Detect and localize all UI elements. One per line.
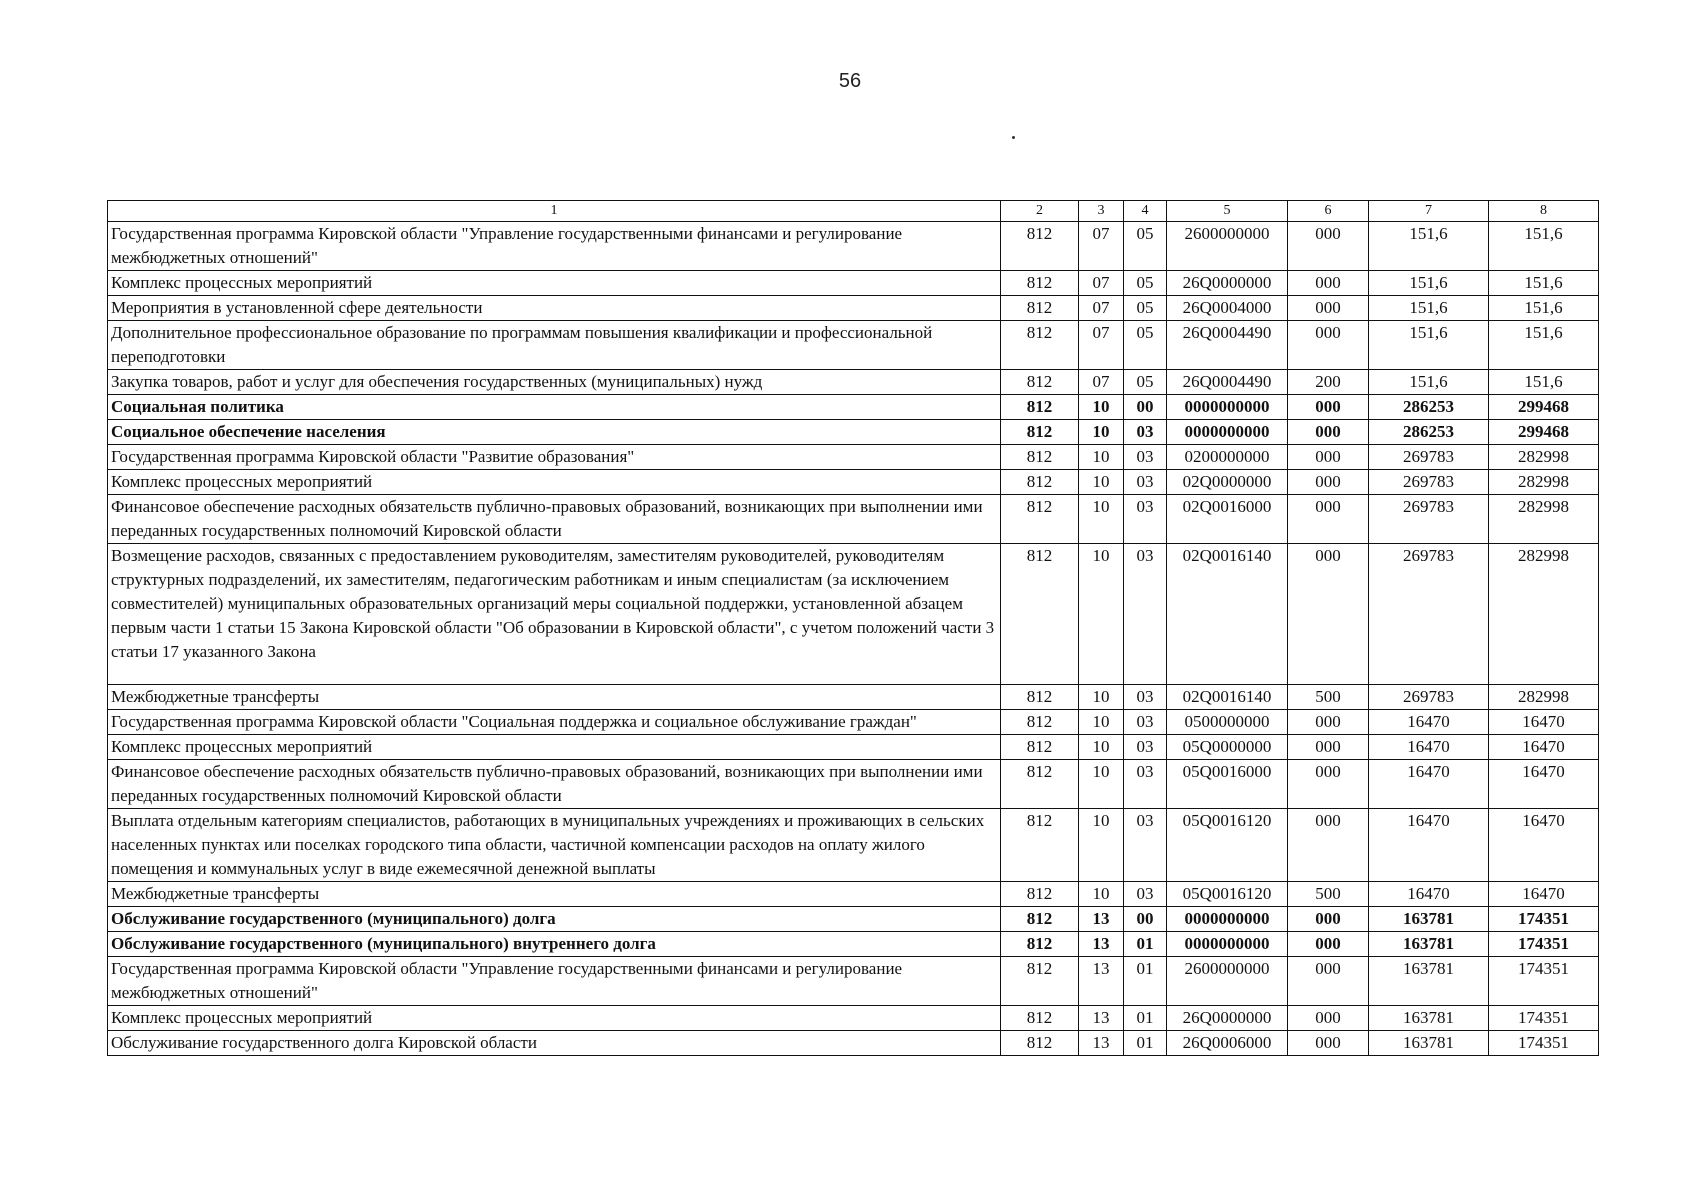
cell-amount-year2: 282998 [1489, 544, 1599, 685]
table-row [108, 809, 1599, 882]
cell-amount-year1: 286253 [1369, 420, 1489, 445]
cell-subsection: 03 [1124, 470, 1167, 495]
row-name: Мероприятия в установленной сфере деятельности [108, 296, 1001, 321]
cell-amount-year2: 151,6 [1489, 296, 1599, 321]
cell-amount-year2: 282998 [1489, 685, 1599, 710]
table-row [108, 685, 1599, 710]
row-name: Обслуживание государственного (муниципального) внутреннего долга [108, 932, 1001, 957]
cell-code-ministry: 812 [1001, 907, 1079, 932]
cell-section: 13 [1079, 907, 1124, 932]
cell-code-ministry: 812 [1001, 470, 1079, 495]
row-name: Государственная программа Кировской области "Управление государственными финансами и регулирование межбюджетных отношений" [108, 222, 1001, 271]
cell-amount-year1: 16470 [1369, 882, 1489, 907]
header-cell: 5 [1167, 201, 1288, 222]
cell-target-article: 0200000000 [1167, 445, 1288, 470]
table-row [108, 420, 1599, 445]
cell-subsection: 05 [1124, 296, 1167, 321]
row-name: Комплекс процессных мероприятий [108, 470, 1001, 495]
table-row [108, 882, 1599, 907]
cell-subsection: 03 [1124, 735, 1167, 760]
cell-subsection: 01 [1124, 957, 1167, 1006]
page-number: 56 [838, 70, 862, 92]
row-name: Государственная программа Кировской области "Социальная поддержка и социальное обслуживание граждан" [108, 710, 1001, 735]
cell-amount-year1: 163781 [1369, 1031, 1489, 1056]
cell-amount-year1: 269783 [1369, 445, 1489, 470]
cell-amount-year1: 286253 [1369, 395, 1489, 420]
table-body [108, 222, 1599, 1056]
cell-section: 10 [1079, 735, 1124, 760]
cell-section: 10 [1079, 495, 1124, 544]
cell-amount-year2: 282998 [1489, 470, 1599, 495]
cell-subsection: 05 [1124, 370, 1167, 395]
cell-amount-year1: 269783 [1369, 544, 1489, 685]
cell-target-article: 0000000000 [1167, 395, 1288, 420]
row-name: Выплата отдельным категориям специалистов, работающих в муниципальных учреждениях и проживающих в сельских населенных пунктах или поселках городского типа области, частичной компенсации расходов на оплату жилого помещения и коммунальных услуг в виде ежемесячной денежной выплаты [108, 809, 1001, 882]
cell-section: 10 [1079, 710, 1124, 735]
row-name: Государственная программа Кировской области "Развитие образования" [108, 445, 1001, 470]
table-row [108, 271, 1599, 296]
table-row [108, 370, 1599, 395]
cell-expense-type: 500 [1288, 882, 1369, 907]
budget-table [107, 200, 1599, 1056]
cell-target-article: 05Q0016120 [1167, 882, 1288, 907]
header-cell: 8 [1489, 201, 1599, 222]
cell-amount-year2: 299468 [1489, 395, 1599, 420]
cell-section: 10 [1079, 544, 1124, 685]
cell-expense-type: 000 [1288, 395, 1369, 420]
cell-code-ministry: 812 [1001, 882, 1079, 907]
table-row [108, 1031, 1599, 1056]
cell-amount-year2: 282998 [1489, 495, 1599, 544]
cell-amount-year1: 151,6 [1369, 370, 1489, 395]
cell-section: 13 [1079, 1006, 1124, 1031]
row-name: Дополнительное профессиональное образование по программам повышения квалификации и профессиональной переподготовки [108, 321, 1001, 370]
cell-section: 13 [1079, 1031, 1124, 1056]
table-row [108, 735, 1599, 760]
row-name: Комплекс процессных мероприятий [108, 271, 1001, 296]
row-name: Возмещение расходов, связанных с предоставлением руководителям, заместителям руководителей, руководителям структурных подразделений, их заместителям, педагогическим работникам и иным специалистам (за исключением совместителей) муниципальных образовательных организаций меры социальной поддержки, установленной абзацем первым части 1 статьи 15 Закона Кировской области "Об образовании в Кировской области", с учетом положений части 3 статьи 17 указанного Закона [108, 544, 1001, 685]
cell-code-ministry: 812 [1001, 685, 1079, 710]
cell-amount-year1: 16470 [1369, 760, 1489, 809]
cell-subsection: 01 [1124, 1006, 1167, 1031]
table-row [108, 907, 1599, 932]
scan-speck [1012, 136, 1015, 139]
row-name: Межбюджетные трансферты [108, 685, 1001, 710]
cell-target-article: 05Q0016120 [1167, 809, 1288, 882]
header-cell: 1 [108, 201, 1001, 222]
row-name: Комплекс процессных мероприятий [108, 1006, 1001, 1031]
row-name: Финансовое обеспечение расходных обязательств публично-правовых образований, возникающих при выполнении ими переданных государственных полномочий Кировской области [108, 495, 1001, 544]
cell-section: 10 [1079, 445, 1124, 470]
cell-target-article: 0000000000 [1167, 420, 1288, 445]
cell-target-article: 26Q0004000 [1167, 296, 1288, 321]
cell-target-article: 02Q0016140 [1167, 685, 1288, 710]
cell-expense-type: 000 [1288, 1031, 1369, 1056]
cell-code-ministry: 812 [1001, 420, 1079, 445]
cell-code-ministry: 812 [1001, 710, 1079, 735]
cell-code-ministry: 812 [1001, 735, 1079, 760]
cell-expense-type: 000 [1288, 544, 1369, 685]
cell-target-article: 02Q0016140 [1167, 544, 1288, 685]
cell-target-article: 05Q0016000 [1167, 760, 1288, 809]
cell-code-ministry: 812 [1001, 1006, 1079, 1031]
cell-expense-type: 000 [1288, 470, 1369, 495]
table-row [108, 321, 1599, 370]
cell-amount-year1: 16470 [1369, 710, 1489, 735]
cell-expense-type: 000 [1288, 1006, 1369, 1031]
cell-subsection: 05 [1124, 321, 1167, 370]
cell-amount-year2: 151,6 [1489, 370, 1599, 395]
cell-amount-year2: 16470 [1489, 882, 1599, 907]
cell-expense-type: 200 [1288, 370, 1369, 395]
cell-amount-year1: 151,6 [1369, 222, 1489, 271]
cell-expense-type: 000 [1288, 420, 1369, 445]
cell-expense-type: 000 [1288, 495, 1369, 544]
cell-expense-type: 000 [1288, 760, 1369, 809]
cell-target-article: 05Q0000000 [1167, 735, 1288, 760]
cell-subsection: 03 [1124, 882, 1167, 907]
cell-expense-type: 000 [1288, 296, 1369, 321]
cell-amount-year1: 163781 [1369, 907, 1489, 932]
row-name: Комплекс процессных мероприятий [108, 735, 1001, 760]
cell-section: 10 [1079, 882, 1124, 907]
cell-code-ministry: 812 [1001, 445, 1079, 470]
row-name: Закупка товаров, работ и услуг для обеспечения государственных (муниципальных) нужд [108, 370, 1001, 395]
cell-amount-year1: 151,6 [1369, 271, 1489, 296]
table-row [108, 710, 1599, 735]
header-cell: 4 [1124, 201, 1167, 222]
cell-amount-year2: 16470 [1489, 809, 1599, 882]
cell-expense-type: 000 [1288, 321, 1369, 370]
header-cell: 6 [1288, 201, 1369, 222]
cell-expense-type: 000 [1288, 932, 1369, 957]
cell-code-ministry: 812 [1001, 760, 1079, 809]
cell-expense-type: 000 [1288, 957, 1369, 1006]
row-name: Межбюджетные трансферты [108, 882, 1001, 907]
cell-amount-year1: 163781 [1369, 932, 1489, 957]
cell-expense-type: 000 [1288, 222, 1369, 271]
cell-amount-year2: 174351 [1489, 1031, 1599, 1056]
table-row [108, 222, 1599, 271]
cell-amount-year1: 269783 [1369, 495, 1489, 544]
cell-code-ministry: 812 [1001, 271, 1079, 296]
cell-target-article: 02Q0016000 [1167, 495, 1288, 544]
cell-expense-type: 000 [1288, 809, 1369, 882]
cell-amount-year1: 151,6 [1369, 296, 1489, 321]
cell-code-ministry: 812 [1001, 296, 1079, 321]
cell-section: 10 [1079, 809, 1124, 882]
cell-section: 07 [1079, 296, 1124, 321]
cell-target-article: 2600000000 [1167, 957, 1288, 1006]
row-name: Государственная программа Кировской области "Управление государственными финансами и регулирование межбюджетных отношений" [108, 957, 1001, 1006]
cell-target-article: 0500000000 [1167, 710, 1288, 735]
row-name: Обслуживание государственного (муниципального) долга [108, 907, 1001, 932]
cell-amount-year2: 16470 [1489, 735, 1599, 760]
cell-amount-year2: 282998 [1489, 445, 1599, 470]
cell-subsection: 03 [1124, 710, 1167, 735]
cell-code-ministry: 812 [1001, 932, 1079, 957]
row-name: Обслуживание государственного долга Кировской области [108, 1031, 1001, 1056]
cell-amount-year1: 151,6 [1369, 321, 1489, 370]
cell-subsection: 03 [1124, 685, 1167, 710]
cell-code-ministry: 812 [1001, 395, 1079, 420]
cell-section: 07 [1079, 321, 1124, 370]
cell-section: 10 [1079, 395, 1124, 420]
cell-section: 13 [1079, 957, 1124, 1006]
header-cell: 2 [1001, 201, 1079, 222]
cell-subsection: 03 [1124, 809, 1167, 882]
cell-code-ministry: 812 [1001, 495, 1079, 544]
table-row [108, 395, 1599, 420]
cell-section: 07 [1079, 370, 1124, 395]
cell-code-ministry: 812 [1001, 321, 1079, 370]
cell-target-article: 02Q0000000 [1167, 470, 1288, 495]
cell-subsection: 03 [1124, 760, 1167, 809]
cell-code-ministry: 812 [1001, 370, 1079, 395]
cell-amount-year2: 151,6 [1489, 222, 1599, 271]
cell-subsection: 03 [1124, 445, 1167, 470]
cell-subsection: 00 [1124, 907, 1167, 932]
cell-code-ministry: 812 [1001, 222, 1079, 271]
cell-section: 13 [1079, 932, 1124, 957]
cell-subsection: 03 [1124, 544, 1167, 685]
table-row [108, 957, 1599, 1006]
cell-target-article: 0000000000 [1167, 932, 1288, 957]
cell-expense-type: 000 [1288, 735, 1369, 760]
cell-code-ministry: 812 [1001, 957, 1079, 1006]
row-name: Социальная политика [108, 395, 1001, 420]
cell-subsection: 00 [1124, 395, 1167, 420]
cell-amount-year1: 269783 [1369, 685, 1489, 710]
header-row [108, 201, 1599, 222]
cell-expense-type: 500 [1288, 685, 1369, 710]
cell-section: 10 [1079, 420, 1124, 445]
cell-target-article: 2600000000 [1167, 222, 1288, 271]
cell-target-article: 26Q0006000 [1167, 1031, 1288, 1056]
cell-target-article: 0000000000 [1167, 907, 1288, 932]
cell-subsection: 03 [1124, 420, 1167, 445]
cell-subsection: 01 [1124, 1031, 1167, 1056]
cell-section: 10 [1079, 685, 1124, 710]
table-row [108, 1006, 1599, 1031]
cell-subsection: 05 [1124, 271, 1167, 296]
cell-subsection: 03 [1124, 495, 1167, 544]
cell-subsection: 05 [1124, 222, 1167, 271]
cell-amount-year2: 174351 [1489, 932, 1599, 957]
cell-amount-year1: 163781 [1369, 957, 1489, 1006]
cell-target-article: 26Q0000000 [1167, 271, 1288, 296]
cell-amount-year2: 16470 [1489, 760, 1599, 809]
cell-expense-type: 000 [1288, 445, 1369, 470]
cell-expense-type: 000 [1288, 907, 1369, 932]
cell-target-article: 26Q0004490 [1167, 370, 1288, 395]
row-name: Финансовое обеспечение расходных обязательств публично-правовых образований, возникающих при выполнении ими переданных государственных полномочий Кировской области [108, 760, 1001, 809]
cell-code-ministry: 812 [1001, 1031, 1079, 1056]
header-cell: 3 [1079, 201, 1124, 222]
cell-amount-year1: 16470 [1369, 735, 1489, 760]
cell-amount-year1: 163781 [1369, 1006, 1489, 1031]
cell-amount-year2: 151,6 [1489, 271, 1599, 296]
cell-section: 10 [1079, 470, 1124, 495]
cell-amount-year2: 174351 [1489, 1006, 1599, 1031]
cell-target-article: 26Q0004490 [1167, 321, 1288, 370]
cell-amount-year2: 174351 [1489, 957, 1599, 1006]
cell-amount-year1: 16470 [1369, 809, 1489, 882]
cell-amount-year1: 269783 [1369, 470, 1489, 495]
header-cell: 7 [1369, 201, 1489, 222]
cell-amount-year2: 151,6 [1489, 321, 1599, 370]
cell-amount-year2: 299468 [1489, 420, 1599, 445]
cell-subsection: 01 [1124, 932, 1167, 957]
table-row [108, 760, 1599, 809]
table-row [108, 296, 1599, 321]
table-row [108, 445, 1599, 470]
cell-code-ministry: 812 [1001, 809, 1079, 882]
cell-section: 10 [1079, 760, 1124, 809]
cell-section: 07 [1079, 271, 1124, 296]
cell-expense-type: 000 [1288, 710, 1369, 735]
table-row [108, 470, 1599, 495]
table-row [108, 932, 1599, 957]
cell-code-ministry: 812 [1001, 544, 1079, 685]
cell-section: 07 [1079, 222, 1124, 271]
cell-amount-year2: 174351 [1489, 907, 1599, 932]
table-row [108, 495, 1599, 544]
cell-amount-year2: 16470 [1489, 710, 1599, 735]
table-row [108, 544, 1599, 685]
cell-target-article: 26Q0000000 [1167, 1006, 1288, 1031]
row-name: Социальное обеспечение населения [108, 420, 1001, 445]
cell-expense-type: 000 [1288, 271, 1369, 296]
